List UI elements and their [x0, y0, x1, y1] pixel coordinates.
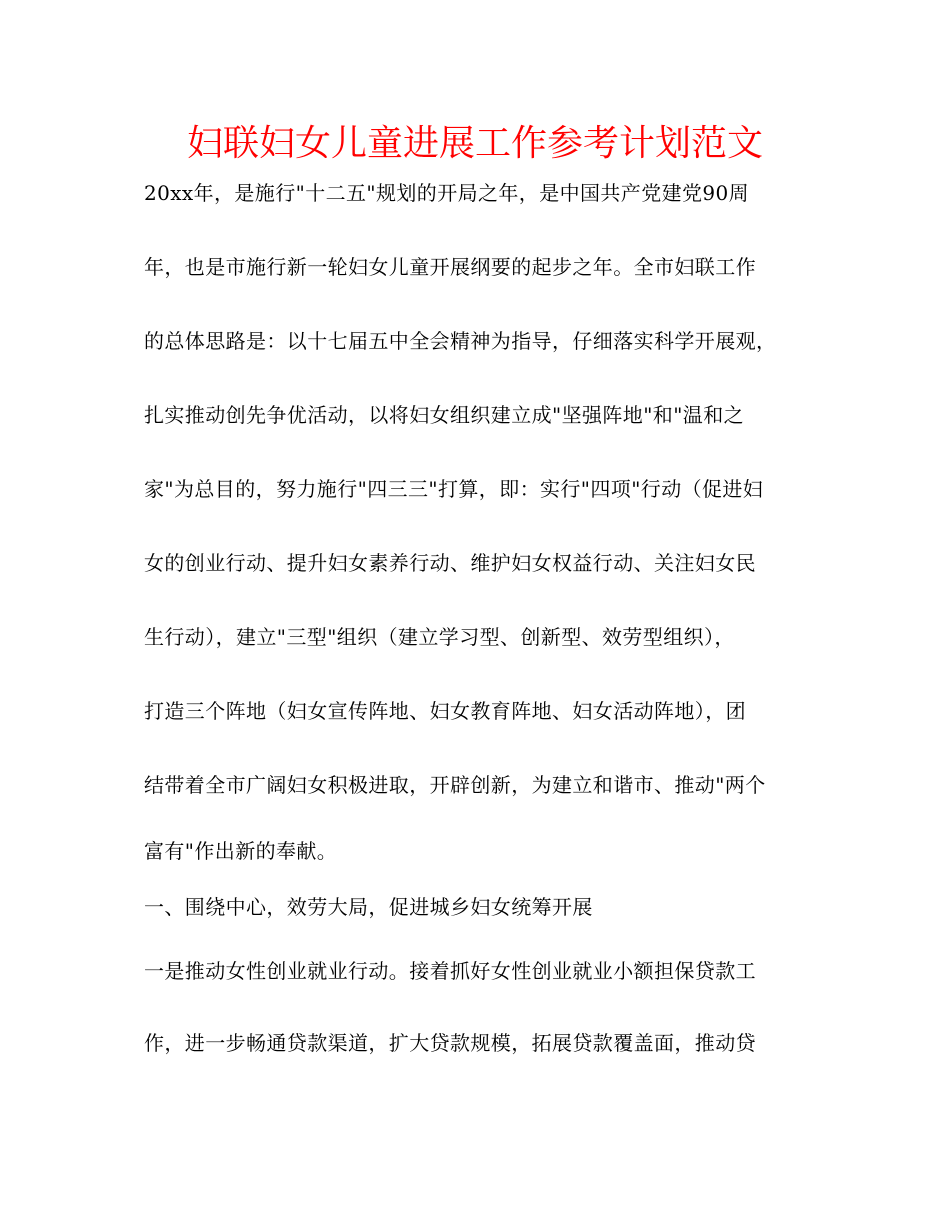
paragraph-line: 的总体思路是：以十七届五中全会精神为指导，仔细落实科学开展观， [144, 329, 777, 353]
paragraph-line: 富有"作出新的奉献。 [144, 839, 338, 863]
paragraph-line: 作，进一步畅通贷款渠道，扩大贷款规模，拓展贷款覆盖面，推动贷 [144, 1031, 756, 1055]
paragraph-line: 女的创业行动、提升妇女素养行动、维护妇女权益行动、关注妇女民 [144, 551, 756, 575]
paragraph-line: 生行动），建立"三型"组织（建立学习型、创新型、效劳型组织）， [144, 625, 735, 649]
document-title: 妇联妇女儿童进展工作参考计划范文 [186, 123, 763, 164]
paragraph-line: 打造三个阵地（妇女宣传阵地、妇女教育阵地、妇女活动阵地），团 [144, 699, 746, 723]
paragraph-line: 年，也是市施行新一轮妇女儿童开展纲要的起步之年。全市妇联工作 [144, 255, 756, 279]
section-heading: 一、围绕中心，效劳大局，促进城乡妇女统筹开展 [144, 895, 593, 919]
paragraph-line: 结带着全市广阔妇女积极进取，开辟创新，为建立和谐市、推动"两个 [144, 773, 766, 797]
paragraph-line: 一是推动女性创业就业行动。接着抓好女性创业就业小额担保贷款工 [144, 959, 756, 983]
paragraph-line: 扎实推动创先争优活动，以将妇女组织建立成"坚强阵地"和"温和之 [144, 403, 744, 427]
paragraph-line: 家"为总目的，努力施行"四三三"打算，即：实行"四项"行动（促进妇 [144, 477, 764, 501]
paragraph-line: 20xx年，是施行"十二五"规划的开局之年，是中国共产党建党90周 [144, 181, 750, 205]
